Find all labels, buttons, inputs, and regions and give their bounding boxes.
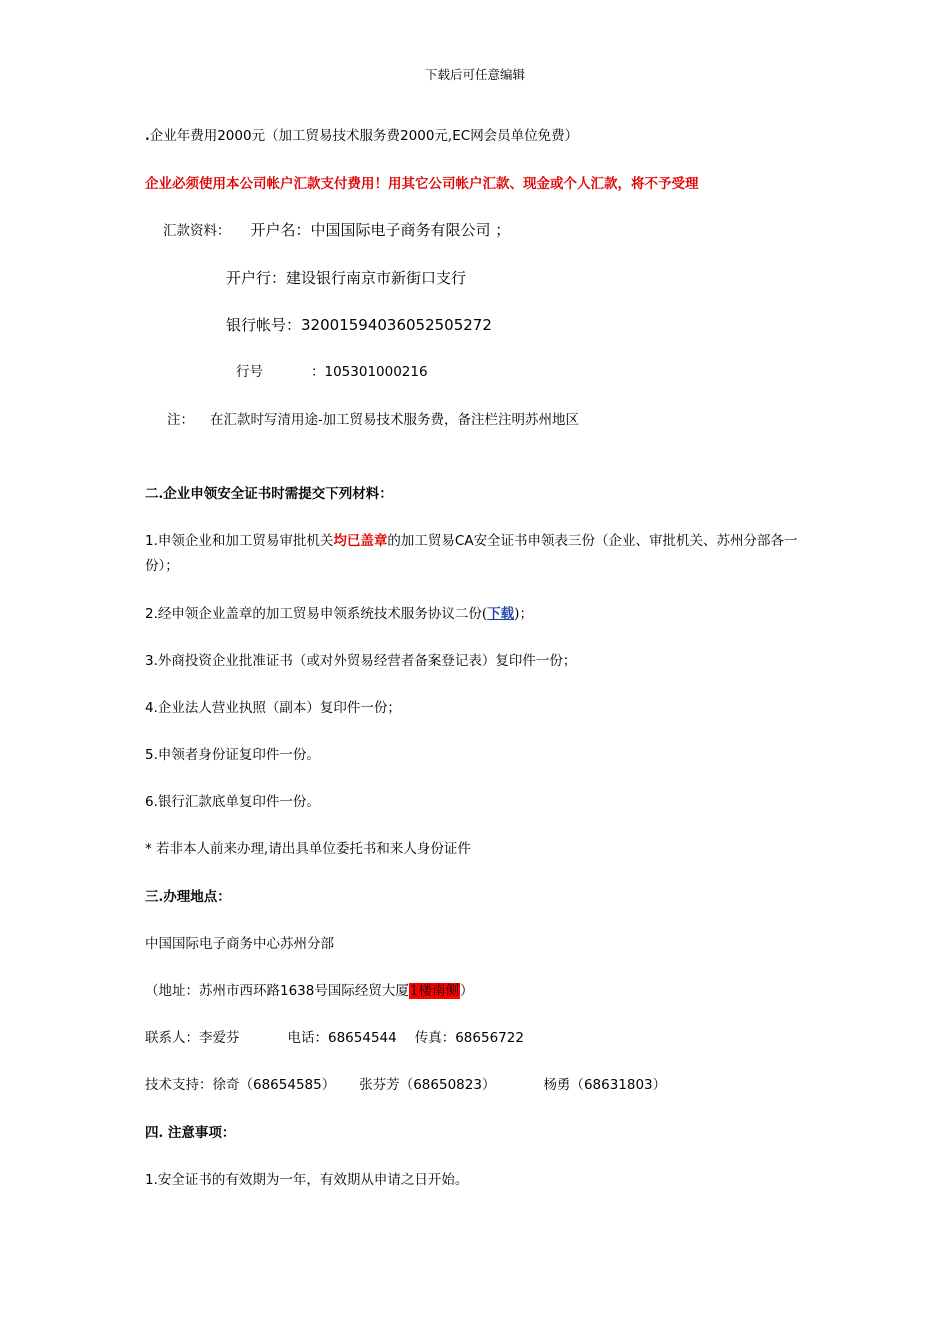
- item1-text-a: 申领企业和加工贸易审批机关: [157, 533, 334, 549]
- addr-b: 号国际经贸大厦: [314, 983, 409, 999]
- remit-line: [163, 220, 510, 241]
- note-text: 在汇款时写清用途-加工贸易技术服务费，备注栏注明苏州地区: [210, 412, 580, 428]
- item1-no: 1.: [145, 533, 158, 549]
- item1-stamped: 均已盖章: [333, 533, 388, 549]
- office-address: [145, 981, 473, 1001]
- notice1-no: 1.: [145, 1172, 158, 1188]
- item2-no: 2.: [145, 606, 158, 622]
- addr-highlight: 1楼南侧: [409, 983, 459, 999]
- fee-text-d: 网会员单位免费）: [470, 128, 579, 144]
- item1-ca: CA: [454, 533, 474, 549]
- remit-note: [167, 410, 579, 430]
- fee-text-c: 元,: [434, 128, 453, 144]
- account-name: 开户名：中国国际电子商务有限公司 ；: [250, 221, 511, 239]
- item4-text: 企业法人营业执照（副本）复印件一份；: [157, 700, 401, 716]
- fax-number: 68656722: [455, 1030, 524, 1046]
- support-phone-2: 68650823: [413, 1077, 482, 1093]
- notice-item-1: [145, 1170, 468, 1190]
- phone-label: 电话：: [287, 1030, 328, 1046]
- contact-line: [145, 1028, 524, 1048]
- phone-number: 68654544: [328, 1030, 397, 1046]
- material-item-2: [145, 604, 533, 624]
- office-name: 中国国际电子商务中心苏州分部: [145, 936, 334, 952]
- material-item-1: [145, 529, 810, 579]
- note-label: 注：: [167, 412, 194, 428]
- payment-warning: 企业必须使用本公司帐户汇款支付费用！用其它公司帐户汇款、现金或个人汇款，将不予受理: [145, 176, 699, 192]
- account-number: 32001594036052505272: [301, 316, 492, 334]
- material-item-6: [145, 792, 320, 812]
- support-close-3: ）: [652, 1077, 667, 1093]
- addr-c: ）: [459, 983, 474, 999]
- notice1-text: 安全证书的有效期为一年，有效期从申请之日开始。: [157, 1172, 469, 1188]
- account-label: 银行帐号：: [226, 316, 302, 334]
- item1-text-c: 安全证书申领表三份（企业、审批机关、苏州分部各一份）；: [145, 533, 798, 574]
- item2-text-a: 经申领企业盖章的加工贸易申领系统技术服务协议二份(: [157, 606, 488, 622]
- fee-text-a: 企业年费用: [149, 128, 218, 144]
- remit-label: 汇款资料：: [163, 223, 231, 239]
- addr-a: （地址：苏州市西环路: [145, 983, 280, 999]
- fax-label: 传真：: [414, 1030, 456, 1046]
- item5-text: 申领者身份证复印件一份。: [157, 747, 320, 763]
- material-item-4: [145, 698, 401, 718]
- support-name-2: 张芬芳（: [359, 1077, 414, 1093]
- section3-title: 三.办理地点：: [145, 889, 231, 905]
- fee-line: [145, 126, 578, 146]
- support-phone-3: 68631803: [583, 1077, 653, 1093]
- fee-amount: 2000: [217, 128, 252, 144]
- support-close-1: ）: [321, 1077, 336, 1093]
- support-phone-1: 68654585: [253, 1077, 322, 1093]
- page-header: 下载后可任意编辑: [424, 67, 525, 82]
- support-name-3: 杨勇（: [543, 1077, 584, 1093]
- proxy-note: [145, 839, 471, 859]
- support-line: [145, 1075, 666, 1095]
- item1-text-b: 的加工贸易: [387, 533, 455, 549]
- account-line: [226, 315, 492, 335]
- item6-text: 银行汇款底单复印件一份。: [157, 794, 320, 810]
- item2-text-b: )；: [514, 606, 533, 622]
- bank-no-sep: ：: [311, 364, 325, 380]
- contact-person: 联系人：李爱芬: [145, 1030, 240, 1046]
- item6-no: 6.: [145, 794, 158, 810]
- bank-number: 105301000216: [324, 364, 428, 380]
- material-item-3: [145, 651, 576, 671]
- item3-no: 3.: [145, 653, 158, 669]
- item3-text: 外商投资企业批准证书（或对外贸易经营者备案登记表）复印件一份；: [157, 653, 577, 669]
- fee-text-b: 元（加工贸易技术服务费: [251, 128, 401, 144]
- addr-number: 1638: [280, 983, 315, 999]
- support-label: 技术支持：徐奇（: [145, 1077, 253, 1093]
- bank-name: 开户行：建设银行南京市新街口支行: [226, 269, 467, 287]
- bullet: .: [145, 128, 150, 144]
- bank-no-line: [236, 362, 428, 382]
- fee-amount2: 2000: [400, 128, 435, 144]
- item5-no: 5.: [145, 747, 158, 763]
- download-link[interactable]: 下载: [487, 606, 515, 622]
- item4-no: 4.: [145, 700, 158, 716]
- proxy-text: 若非本人前来办理,请出具单位委托书和来人身份证件: [156, 841, 471, 857]
- support-close-2: ）: [481, 1077, 496, 1093]
- section2-title: 二.企业申领安全证书时需提交下列材料：: [145, 486, 393, 502]
- star-mark: *: [145, 841, 157, 857]
- section4-title: 四. 注意事项：: [145, 1125, 236, 1141]
- bank-no-label: 行号: [236, 364, 263, 380]
- fee-ec: EC: [452, 128, 471, 144]
- material-item-5: [145, 745, 320, 765]
